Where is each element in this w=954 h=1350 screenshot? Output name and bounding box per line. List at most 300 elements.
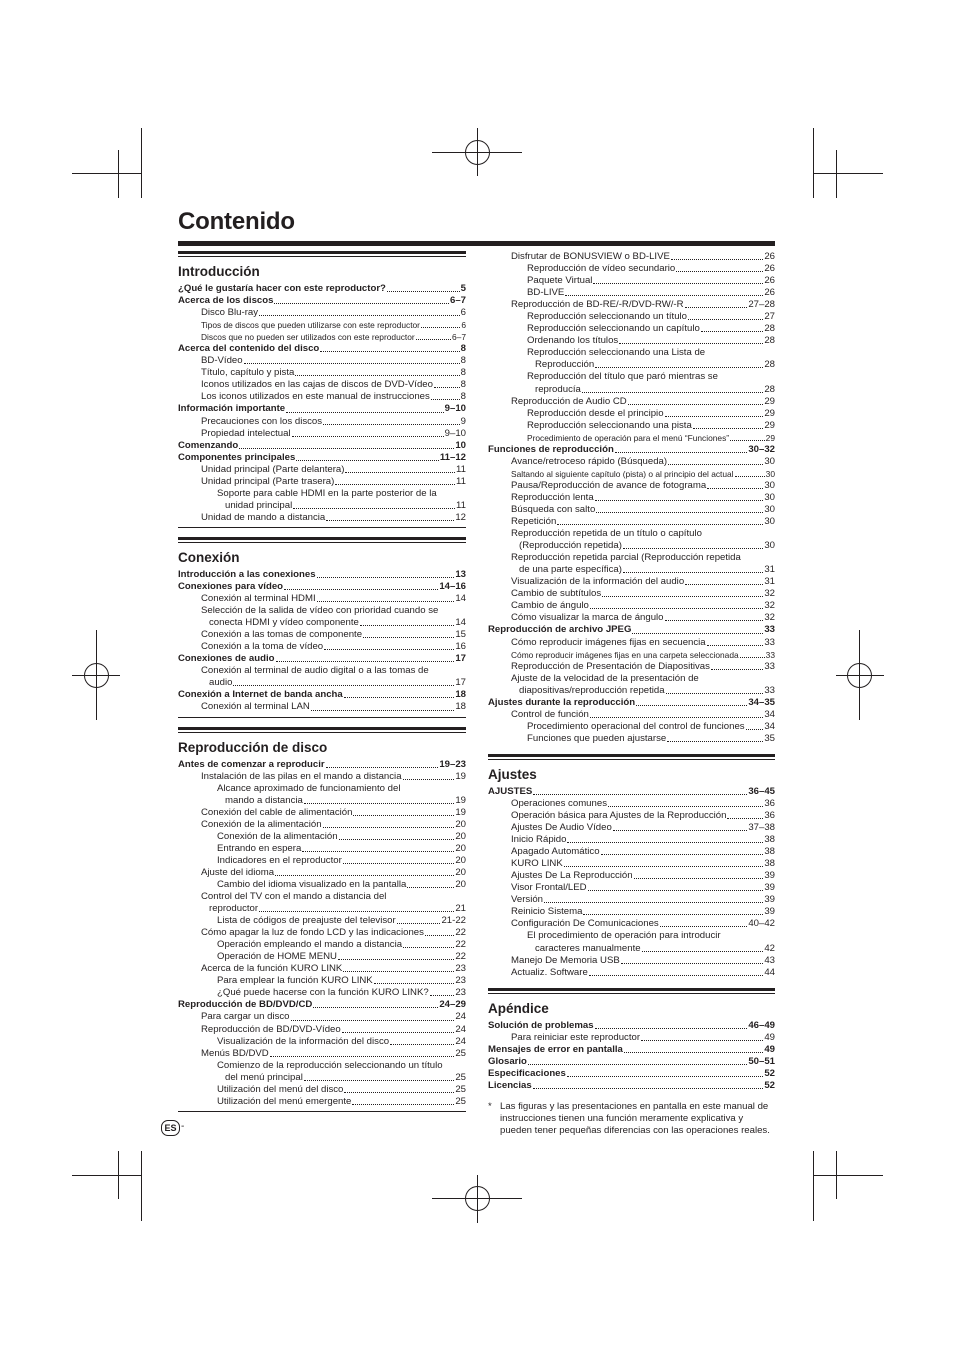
toc-entry-label: Conexión a Internet de banda ancha [178,689,343,701]
toc-entry[interactable] [488,408,775,420]
section-title: Reproducción de disco [178,739,328,755]
toc-entry-label: El procedimiento de operación para introducir [527,930,721,942]
toc-entry[interactable] [488,275,775,287]
toc-entry-page: 38 [764,846,775,858]
toc-entry-label: Ajustes De Audio Vídeo [511,822,612,834]
dot-leader [660,926,748,927]
toc-section [178,251,466,528]
toc-entry-page: 43 [764,954,775,966]
toc-entry-label: Iconos utilizados en las cajas de discos de DVD-Vídeo [201,379,433,391]
toc-entry[interactable] [488,251,775,263]
toc-entry-label: Conexión a la toma de vídeo [201,641,324,653]
toc-entry[interactable] [488,299,775,311]
toc-entry[interactable] [488,918,775,930]
dot-leader [323,827,455,828]
section-title: Apéndice [488,1000,549,1016]
toc-entry[interactable] [488,504,775,516]
section-header [488,754,775,784]
dot-leader [317,577,455,578]
toc-entry-page: 23 [455,963,466,975]
toc-entry[interactable] [488,444,775,456]
toc-entry-page: 33 [764,684,775,696]
toc-entry-page: 39 [764,906,775,918]
toc-entry[interactable] [178,665,466,689]
toc-entry[interactable] [488,1044,775,1056]
toc-entry[interactable] [488,906,775,918]
toc-entry-page: 39 [764,870,775,882]
toc-entry-page: 30 [764,540,775,552]
toc-entry[interactable] [178,1036,466,1048]
toc-entry[interactable] [488,335,775,347]
toc-entry-page: 39 [764,882,775,894]
toc-entry-label: Configuración De Comunicaciones [511,918,659,930]
toc-entry-page: 11–12 [439,451,466,463]
toc-entry[interactable] [488,287,775,299]
toc-entry[interactable] [178,403,466,415]
dot-leader [304,1080,454,1081]
toc-entry-label: Menús BD/DVD [201,1047,269,1059]
toc-entry-line2 [511,685,775,697]
toc-entry-page: 20 [455,818,466,830]
toc-entry-page: 30 [764,491,775,503]
toc-entry-page: 31 [764,576,775,588]
toc-entry-label: Comenzando [178,439,239,451]
toc-entry[interactable] [178,689,466,701]
toc-entry[interactable] [178,1084,466,1096]
dot-leader [623,572,763,573]
toc-entry[interactable] [488,492,775,504]
toc-entry-label: Ajuste del idioma [201,866,275,878]
toc-entry[interactable] [178,975,466,987]
toc-entry-label: Tipos de discos que pueden utilizarse con este reproductor [201,320,420,331]
toc-entry-page: 19–23 [439,758,466,770]
toc-entry[interactable] [488,323,775,335]
toc-entry[interactable] [488,930,775,954]
toc-entry[interactable] [488,432,775,444]
dot-leader [403,947,454,948]
toc-entry[interactable] [488,528,775,552]
toc-entry[interactable] [488,798,775,810]
toc-entry-page: 14 [455,593,466,605]
dot-leader [685,307,748,308]
toc-entry-label: BD-Vídeo [201,355,243,367]
toc-entry[interactable] [178,807,466,819]
toc-entry-page: 39 [764,894,775,906]
toc-entry-page: 14–16 [439,580,466,592]
toc-entry[interactable] [488,552,775,576]
toc-entry-label: ¿Qué puede hacerse con la función KURO LINK? [217,987,429,999]
toc-entry[interactable] [178,440,466,452]
toc-entry[interactable] [178,581,466,593]
dot-leader [270,1056,455,1057]
toc-entry[interactable] [488,649,775,661]
toc-entry-page: 25 [455,1047,466,1059]
dot-leader [274,303,449,304]
footnote [488,1101,775,1137]
dot-leader [590,608,763,609]
toc-entry[interactable] [178,915,466,927]
toc-entry[interactable] [488,516,775,528]
dot-leader [602,596,763,597]
toc-entry[interactable] [178,653,466,665]
toc-entry-label: Control del TV con el mando a distancia del [201,891,387,903]
dot-leader [344,697,455,698]
toc-entry-label: Unidad de mando a distancia [201,511,326,523]
toc-entry-page: 24 [455,1023,466,1035]
toc-entry[interactable] [178,831,466,843]
toc-entry[interactable] [488,396,775,408]
dot-leader [339,839,455,840]
language-badge: ES [161,1120,180,1136]
dot-leader [533,1088,764,1089]
toc-entry-label: Repetición [511,516,557,528]
toc-entry[interactable] [488,709,775,721]
toc-entry[interactable] [488,371,775,395]
toc-entry[interactable] [488,1056,775,1068]
toc-entry[interactable] [488,588,775,600]
toc-entry-page: 52 [764,1067,775,1079]
toc-entry-page: 26 [764,263,775,275]
dot-leader [259,911,454,912]
dot-leader [360,625,454,626]
toc-entry-label: Ajustes durante la reproducción [488,696,636,708]
title-rule [178,241,775,246]
section-end-rule [178,1111,466,1112]
toc-entry[interactable] [488,600,775,612]
toc-entry[interactable] [488,420,775,432]
toc-entry[interactable] [178,476,466,488]
dot-leader [590,717,763,718]
toc-entry-label: Cambio de subtítulos [511,588,602,600]
toc-entry[interactable] [178,819,466,831]
toc-entry[interactable] [488,955,775,967]
toc-entry[interactable] [178,593,466,605]
dot-leader [276,661,455,662]
toc-entry-label: Reproducción seleccionando un capítulo [527,323,700,335]
toc-entry-label: Conexión de la alimentación [201,818,322,830]
dot-leader [595,367,763,368]
dot-leader [621,963,764,964]
dot-leader [688,319,763,320]
toc-entry-page: 21 [455,903,466,915]
toc-entry-page: 44 [764,966,775,978]
toc-entry[interactable] [178,855,466,867]
dot-leader [589,975,764,976]
toc-entry-page: 14 [455,617,466,629]
dot-leader [632,633,763,634]
toc-entry[interactable] [178,319,466,331]
toc-entry[interactable] [178,641,466,653]
toc-entry[interactable] [178,355,466,367]
toc-entry-label: Operación de HOME MENU [217,951,337,963]
toc-entry-label: Reinicio Sistema [511,906,583,918]
dot-leader [567,1076,763,1077]
dot-leader [326,767,439,768]
toc-entry-label: Disfrutar de BONUSVIEW o BD-LIVE [511,251,670,262]
toc-entry[interactable] [178,891,466,915]
page-number-dash: - [181,1121,185,1132]
toc-entry-label: Para reiniciar este reproductor [511,1031,641,1043]
toc-entry[interactable] [178,759,466,771]
toc-entry[interactable] [178,963,466,975]
dot-leader [727,818,763,819]
toc-entry-page: 38 [764,834,775,846]
toc-entry-label: Control de función [511,708,589,720]
toc-entry[interactable] [178,1060,466,1084]
toc-entry-page: 19 [455,794,466,806]
toc-entry[interactable] [488,311,775,323]
toc-entry-label: Reproducción de Audio CD [511,395,627,407]
toc-entry-label: Reproducción del título que paró mientras se [527,371,718,383]
toc-entry-page: 52 [764,1079,775,1091]
toc-entry-label: Saltando al siguiente capítulo (pista) o al principio del actual [511,468,734,479]
toc-entry[interactable] [488,347,775,371]
toc-entry-label: Unidad principal (Parte delantera) [201,463,345,475]
toc-entry-label-cont: del menú principal [225,1071,303,1083]
dot-leader [430,995,455,996]
dot-leader [665,416,764,417]
toc-entry-label: BD-LIVE [527,287,565,299]
toc-entry-page: 18 [455,689,466,701]
toc-entry[interactable] [488,612,775,624]
toc-entry-label-cont: unidad principal [225,499,293,511]
dot-leader [343,971,454,972]
toc-entry-label: Propiedad intelectual [201,427,291,439]
toc-entry-page: 20 [455,866,466,878]
toc-entry[interactable] [488,1068,775,1080]
section-title: Ajustes [488,766,537,782]
toc-entry[interactable] [178,987,466,999]
toc-entry-page: 8 [460,343,466,355]
toc-entry[interactable] [178,295,466,307]
toc-entry[interactable] [488,834,775,846]
toc-entry-label: Utilización del menú del disco [217,1083,344,1095]
toc-entry-label: Funciones que pueden ajustarse [527,732,667,744]
toc-entry-page: 10 [455,439,466,451]
toc-entry[interactable] [178,1096,466,1108]
toc-entry-label: Utilización del menú emergente [217,1095,352,1107]
toc-entry-page: 20 [455,878,466,890]
toc-entry-page: 28 [764,383,775,395]
toc-entry[interactable] [488,846,775,858]
toc-entry-page: 36 [764,797,775,809]
toc-entry-page: 32 [764,588,775,600]
toc-entry[interactable] [488,624,775,636]
toc-entry-label: Los iconos utilizados en este manual de instrucciones [201,391,430,403]
toc-entry[interactable] [178,391,466,403]
toc-entry-label-cont: mando a distancia [225,794,303,806]
toc-entry-page: 29 [764,395,775,407]
toc-entry[interactable] [488,456,775,468]
dot-leader [323,424,460,425]
toc-entry[interactable] [488,637,775,649]
toc-entry-page: 40–42 [748,918,775,930]
toc-entry-page: 37–38 [748,822,775,834]
toc-entry[interactable] [488,673,775,697]
toc-entry[interactable] [488,480,775,492]
toc-entry-line2 [511,540,775,552]
toc-entry-page: 20 [455,854,466,866]
toc-entry[interactable] [488,786,775,798]
toc-entry-label: Información importante [178,403,286,415]
dot-leader [416,339,451,340]
toc-entry-page: 30–32 [748,443,775,455]
toc-entry[interactable] [488,263,775,275]
toc-entry[interactable] [178,379,466,391]
toc-section [488,251,775,745]
toc-entry[interactable] [488,1032,775,1044]
dot-leader [295,375,459,376]
toc-entry[interactable] [488,894,775,906]
dot-leader [302,851,454,852]
dot-leader [671,259,763,260]
toc-entry[interactable] [178,307,466,319]
dot-leader [608,806,763,807]
toc-entry-label: Reproducción repetida parcial (Reproducción repetida [511,552,741,564]
toc-entry-page: 34 [764,720,775,732]
toc-entry[interactable] [488,882,775,894]
toc-entry-label-cont: de una parte específica) [519,564,622,576]
dot-leader [693,428,764,429]
toc-entry-page: 21-22 [441,915,466,927]
toc-entry-page: 6 [460,307,466,319]
toc-entry-page: 9–10 [444,427,466,439]
toc-entry-page: 29 [764,419,775,431]
toc-entry[interactable] [488,822,775,834]
toc-entry-page: 46–49 [748,1019,775,1031]
toc-entry[interactable] [178,331,466,343]
toc-entry-page: 24 [455,1011,466,1023]
dot-leader [596,512,763,513]
toc-entry-page: 32 [764,612,775,624]
toc-entry[interactable] [488,468,775,480]
footnote-text: Las figuras y las presentaciones en pantalla en este manual de instrucciones tienen una función meramente explicativa y pueden tener pequeñas diferencias con las operaciones reales. [500,1100,770,1136]
toc-entry[interactable] [488,1080,775,1092]
toc-entry-label: Entrando en espera [217,842,302,854]
toc-entry-page: 19 [455,806,466,818]
toc-entry[interactable] [178,999,466,1011]
toc-entry[interactable] [488,721,775,733]
toc-entry-label: Instalación de las pilas en el mando a distancia [201,770,402,782]
toc-entry-label: Reproducción de BD-RE/-R/DVD-RW/-R [511,299,684,311]
toc-entry[interactable] [178,343,466,355]
toc-entry[interactable] [488,858,775,870]
toc-entry[interactable] [178,488,466,512]
toc-entry[interactable] [488,576,775,588]
dot-leader [345,472,455,473]
dot-leader [641,1040,763,1041]
toc-entry[interactable] [178,939,466,951]
toc-entry-label: Selección de la salida de vídeo con prioridad cuando se [201,605,439,617]
toc-column-right [488,251,775,1137]
toc-entry-label: Procedimiento operacional del control de funciones [527,720,745,732]
dot-leader [615,452,748,453]
toc-entry-label: Para cargar un disco [201,1011,290,1023]
dot-leader [421,327,460,328]
dot-leader [685,584,763,585]
dot-leader [293,508,455,509]
dot-leader [390,1044,454,1045]
toc-entry-label: Cambio del idioma visualizado en la pantalla [217,878,407,890]
toc-entry[interactable] [488,810,775,822]
toc-entry[interactable] [178,843,466,855]
toc-entry-page: 6–7 [452,332,466,343]
toc-entry-label: Glosario [488,1055,527,1067]
toc-entry[interactable] [178,867,466,879]
dot-leader [668,464,763,465]
toc-entry-line2 [217,1072,466,1084]
toc-entry-label: Visualización de la información del disco [217,1035,390,1047]
toc-entry[interactable] [488,1020,775,1032]
toc-entry[interactable] [178,927,466,939]
toc-section [488,754,775,979]
toc-entry[interactable] [178,1048,466,1060]
dot-leader [707,645,764,646]
dot-leader [613,830,748,831]
toc-entry-label: Visualización de la información del audio [511,576,685,588]
toc-entry-page: 29 [765,432,775,443]
dot-leader [403,779,455,780]
toc-entry-label: Mensajes de error en pantalla [488,1043,623,1055]
toc-entry[interactable] [178,569,466,581]
toc-entry[interactable] [178,283,466,295]
toc-entry[interactable] [178,1024,466,1036]
toc-entry[interactable] [178,951,466,963]
toc-entry[interactable] [178,701,466,713]
toc-entry-line2 [201,617,466,629]
toc-entry[interactable] [178,464,466,476]
toc-entry-label: Reproducción seleccionando un título [527,311,688,323]
toc-entry-label: Reproducción lenta [511,491,594,503]
toc-entry[interactable] [178,428,466,440]
dot-leader [338,959,454,960]
toc-entry[interactable] [488,870,775,882]
toc-entry[interactable] [178,1011,466,1023]
section-end-rule [178,527,466,528]
toc-entry-label: Cambio de ángulo [511,600,589,612]
toc-entry[interactable] [488,967,775,979]
toc-entry[interactable] [488,661,775,673]
toc-entry[interactable] [178,605,466,629]
toc-entry[interactable] [178,771,466,783]
toc-entry-label: Reproducción seleccionando una Lista de [527,347,706,359]
toc-entry-label-cont: reproducía [535,383,581,395]
toc-entry[interactable] [178,452,466,464]
toc-entry-label: Versión [511,894,543,906]
toc-entry[interactable] [488,697,775,709]
toc-entry-label: Indicadores en el reproductor [217,854,342,866]
toc-entry[interactable] [178,879,466,891]
toc-entry[interactable] [178,367,466,379]
dot-leader [582,392,763,393]
toc-entry-page: 5 [460,283,466,294]
toc-entry-page: 9–10 [444,403,466,415]
toc-entry-page: 20 [455,830,466,842]
toc-entry[interactable] [178,629,466,641]
toc-entry-page: 26 [764,275,775,287]
toc-entry-page: 50–51 [748,1055,775,1067]
toc-entry[interactable] [178,783,466,807]
toc-entry[interactable] [178,416,466,428]
toc-entry[interactable] [488,733,775,745]
toc-entry-page: 13 [455,568,466,580]
dot-leader [746,729,764,730]
toc-entry[interactable] [178,512,466,524]
section-end-rule [178,717,466,718]
toc-entry-page: 23 [455,975,466,987]
dot-leader [425,935,454,936]
toc-entry-line2 [217,795,466,807]
